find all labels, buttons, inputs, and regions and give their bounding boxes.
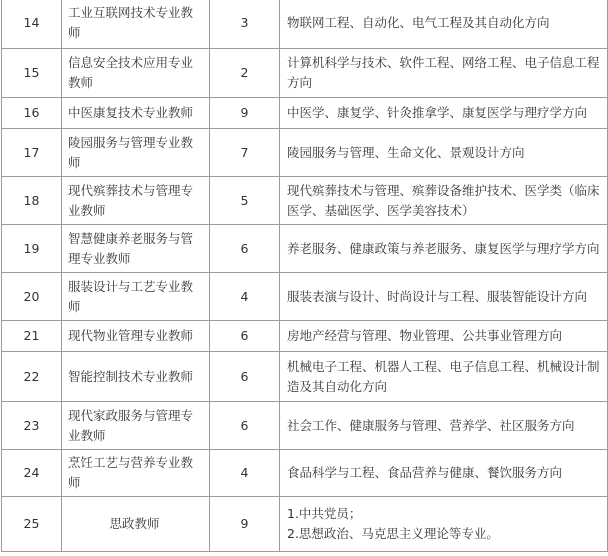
row-number: 25	[2, 497, 62, 552]
major-requirement: 陵园服务与管理、生命文化、景观设计方向	[280, 129, 608, 177]
table-row	[2, 49, 608, 98]
table-row	[2, 321, 608, 352]
major-requirement: 计算机科学与技术、软件工程、网络工程、电子信息工程方向	[280, 49, 608, 98]
major-requirement: 养老服务、健康政策与养老服务、康复医学与理疗学方向	[280, 225, 608, 273]
position-name: 中医康复技术专业教师	[62, 98, 210, 129]
position-count: 6	[210, 352, 280, 402]
table-row	[2, 450, 608, 497]
table-row	[2, 0, 608, 49]
position-name: 思政教师	[62, 497, 210, 552]
row-number: 22	[2, 352, 62, 402]
table-row	[2, 129, 608, 177]
position-count: 5	[210, 177, 280, 225]
position-name: 信息安全技术应用专业教师	[62, 49, 210, 98]
position-name: 现代殡葬技术与管理专业教师	[62, 177, 210, 225]
row-number: 14	[2, 0, 62, 49]
major-requirement: 机械电子工程、机器人工程、电子信息工程、机械设计制造及其自动化方向	[280, 352, 608, 402]
row-number: 19	[2, 225, 62, 273]
major-requirement: 物联网工程、自动化、电气工程及其自动化方向	[280, 0, 608, 49]
major-requirement: 服装表演与设计、时尚设计与工程、服装智能设计方向	[280, 273, 608, 321]
row-number: 18	[2, 177, 62, 225]
table-row	[2, 352, 608, 402]
major-requirement: 食品科学与工程、食品营养与健康、餐饮服务方向	[280, 450, 608, 497]
requirement-line: 1.中共党员；	[287, 506, 362, 521]
position-count: 9	[210, 98, 280, 129]
table-row	[2, 225, 608, 273]
row-number: 24	[2, 450, 62, 497]
row-number: 17	[2, 129, 62, 177]
position-count: 6	[210, 402, 280, 450]
requirement-line: 2.思想政治、马克思主义理论等专业。	[287, 526, 499, 541]
row-number: 23	[2, 402, 62, 450]
major-requirement: 社会工作、健康服务与管理、营养学、社区服务方向	[280, 402, 608, 450]
major-requirement	[280, 497, 608, 552]
major-requirement: 现代殡葬技术与管理、殡葬设备维护技术、医学类（临床医学、基础医学、医学美容技术）	[280, 177, 608, 225]
table-row	[2, 273, 608, 321]
position-name: 智能控制技术专业教师	[62, 352, 210, 402]
position-count: 6	[210, 225, 280, 273]
position-count: 7	[210, 129, 280, 177]
position-count: 9	[210, 497, 280, 552]
position-count: 4	[210, 273, 280, 321]
row-number: 21	[2, 321, 62, 352]
position-name: 现代物业管理专业教师	[62, 321, 210, 352]
position-count: 6	[210, 321, 280, 352]
position-name: 智慧健康养老服务与管理专业教师	[62, 225, 210, 273]
position-count: 2	[210, 49, 280, 98]
table-row	[2, 402, 608, 450]
major-requirement: 房地产经营与管理、物业管理、公共事业管理方向	[280, 321, 608, 352]
position-name: 烹饪工艺与营养专业教师	[62, 450, 210, 497]
row-number: 15	[2, 49, 62, 98]
position-count: 4	[210, 450, 280, 497]
table-row	[2, 98, 608, 129]
position-name: 陵园服务与管理专业教师	[62, 129, 210, 177]
row-number: 16	[2, 98, 62, 129]
table-row	[2, 177, 608, 225]
position-name: 服装设计与工艺专业教师	[62, 273, 210, 321]
row-number: 20	[2, 273, 62, 321]
position-name: 现代家政服务与管理专业教师	[62, 402, 210, 450]
table-row	[2, 497, 608, 552]
major-requirement: 中医学、康复学、针灸推拿学、康复医学与理疗学方向	[280, 98, 608, 129]
position-count: 3	[210, 0, 280, 49]
position-name: 工业互联网技术专业教师	[62, 0, 210, 49]
recruitment-table	[1, 0, 608, 552]
